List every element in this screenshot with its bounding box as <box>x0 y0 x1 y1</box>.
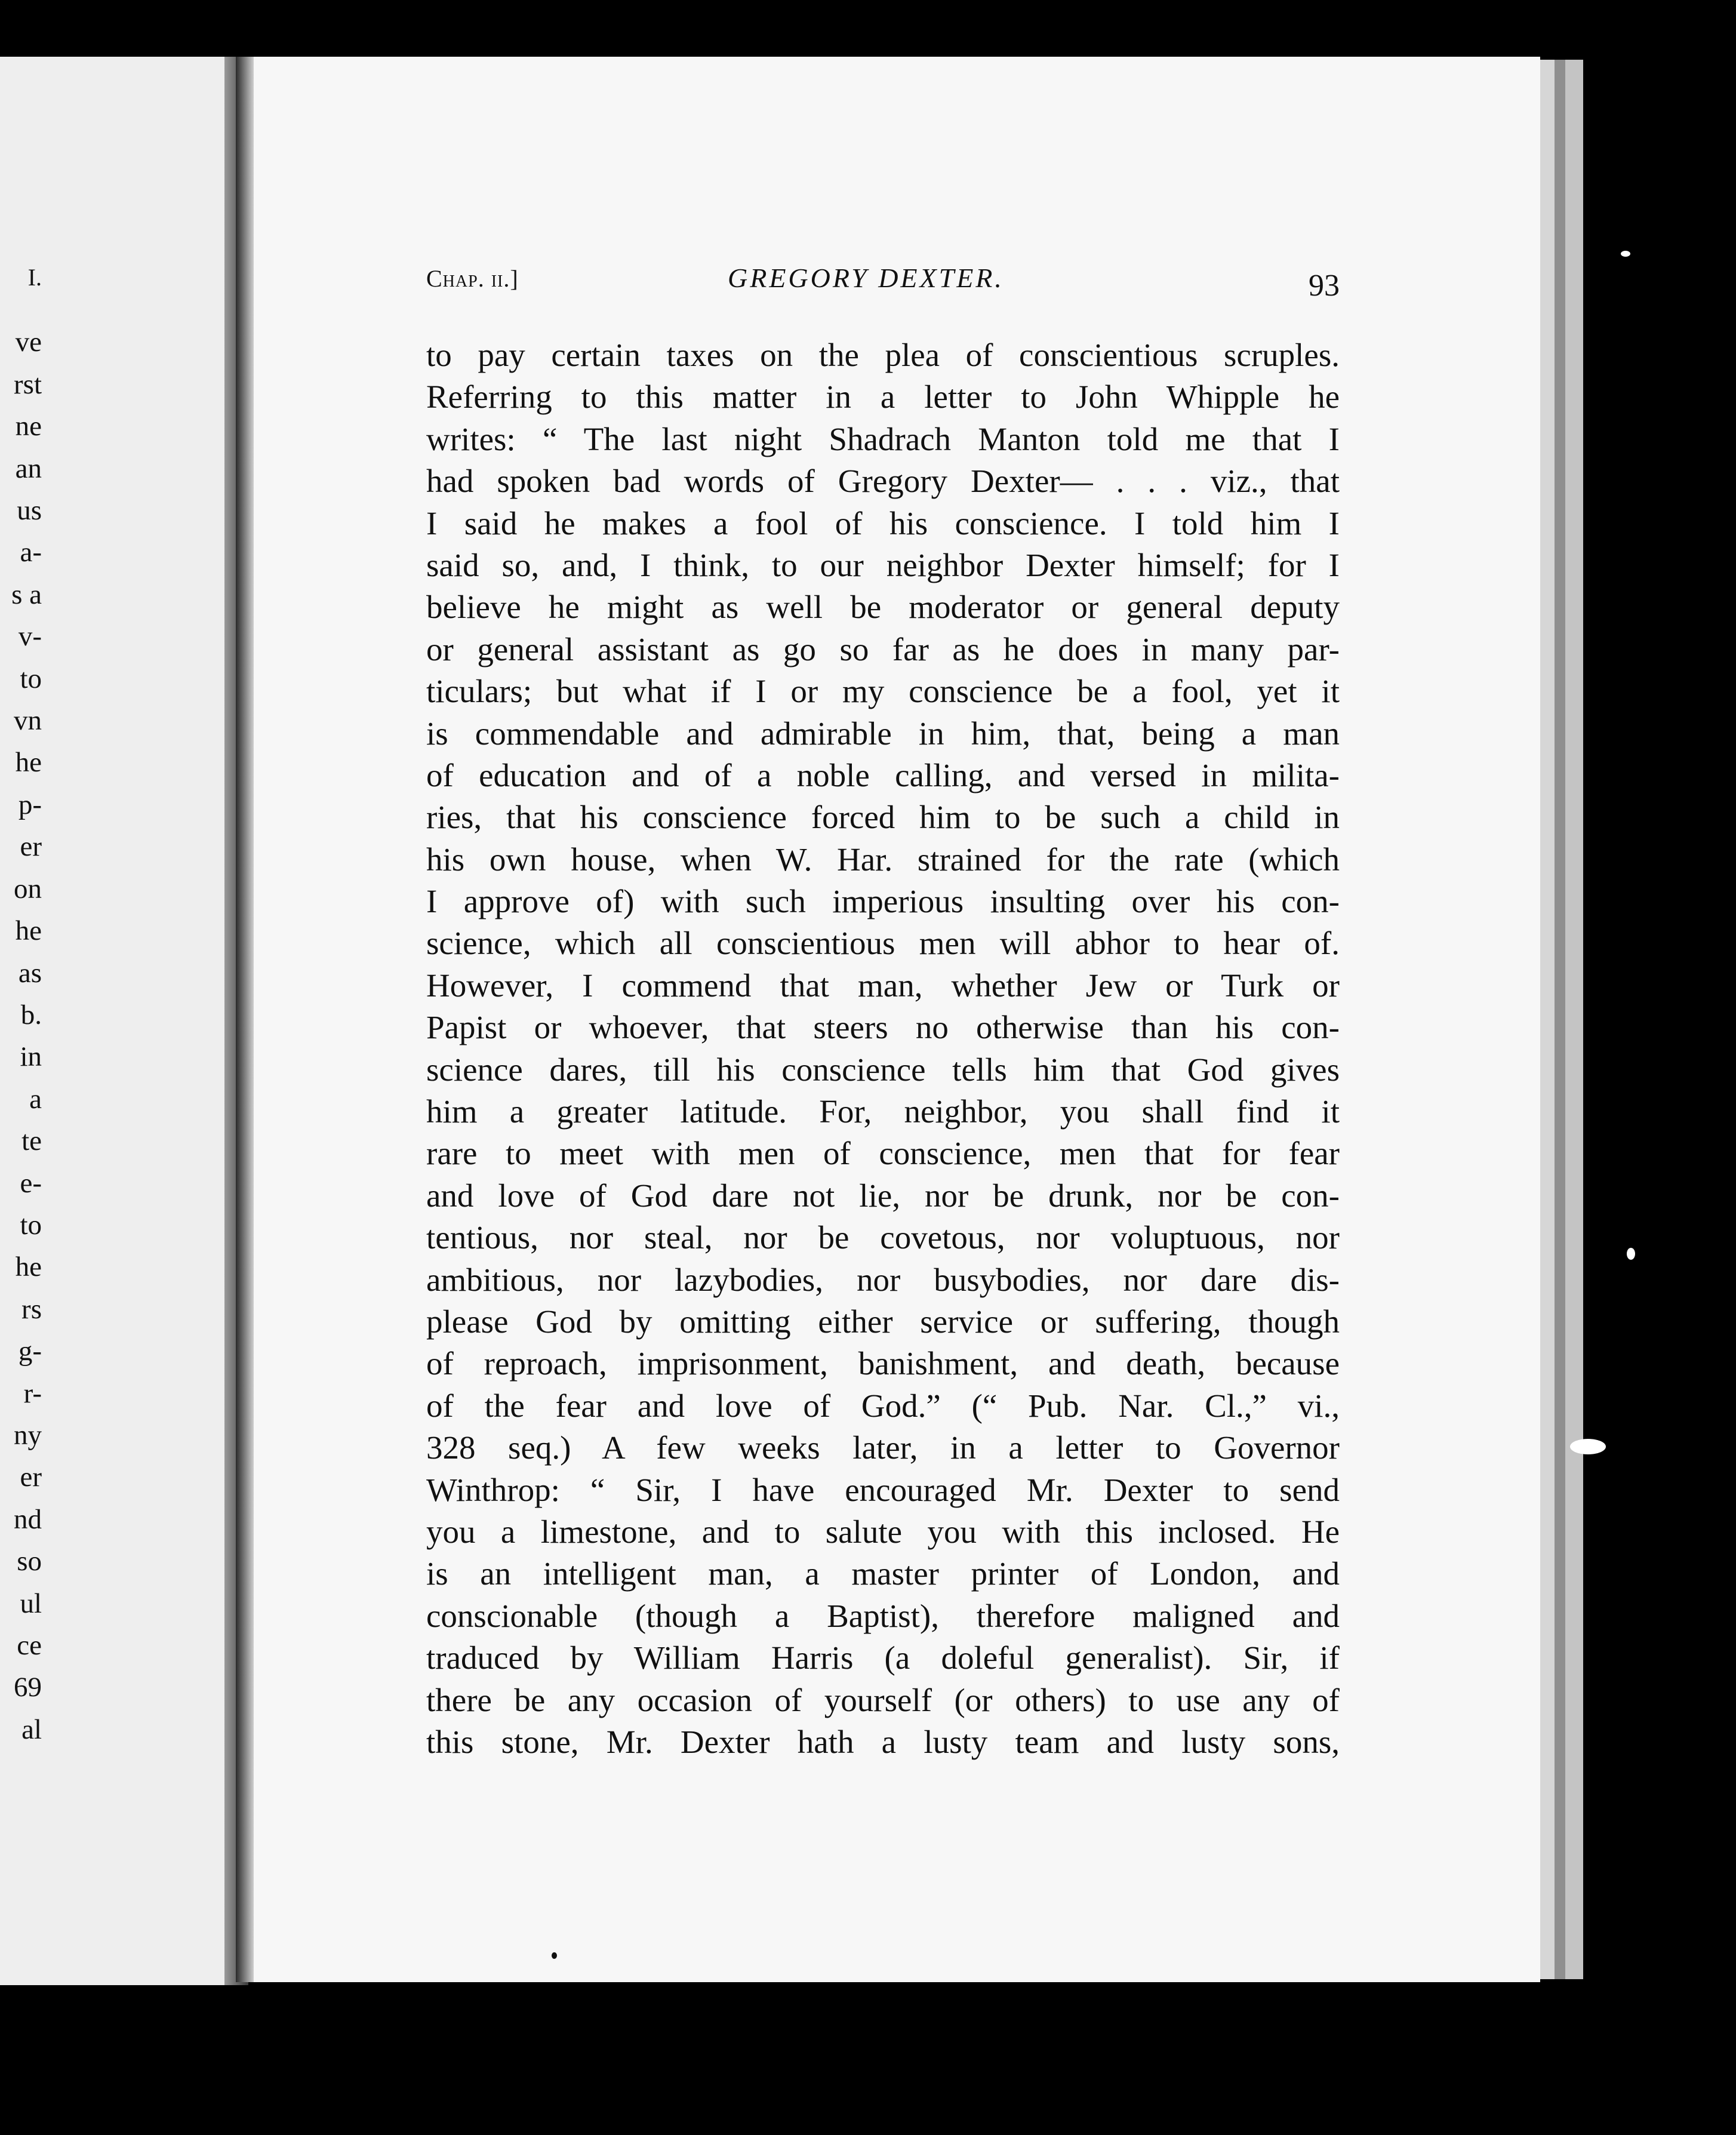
text-line: this stone, Mr. Dexter hath a lusty team and lusty sons, <box>426 1723 1340 1760</box>
left-page-line: nd <box>14 1503 42 1535</box>
left-page-line: ne <box>15 411 42 442</box>
left-page-line: us <box>17 495 42 527</box>
page-binding-shadow <box>236 57 254 1982</box>
body-text <box>426 334 1340 1763</box>
left-page-line: g- <box>18 1336 42 1367</box>
text-line: I said he makes a fool of his conscience. I told him I <box>426 504 1340 542</box>
left-page-line: he <box>15 915 42 947</box>
text-line: traduced by William Harris (a doleful generalist). Sir, if <box>426 1639 1340 1676</box>
text-line: you a limestone, and to salute you with this inclosed. He <box>426 1513 1340 1550</box>
text-line: his own house, when W. Har. strained for the rate (which <box>426 841 1340 878</box>
text-line: had spoken bad words of Gregory Dexter— . . . viz., that <box>426 463 1340 500</box>
left-page-text-fragments <box>0 257 42 1751</box>
ink-dot <box>552 1952 557 1959</box>
text-line: Referring to this matter in a letter to John Whipple he <box>426 379 1340 416</box>
text-line: Winthrop: “ Sir, I have encouraged Mr. Dexter to send <box>426 1471 1340 1508</box>
left-page-line: on <box>14 873 42 905</box>
left-page-line: 69 <box>14 1672 42 1703</box>
left-page-line: al <box>21 1713 42 1745</box>
text-line: ambitious, nor lazybodies, nor busybodies, nor dare dis- <box>426 1261 1340 1298</box>
text-line: conscionable (though a Baptist), therefore maligned and <box>426 1597 1340 1634</box>
left-page-line: a <box>29 1083 42 1115</box>
text-line: I approve of) with such imperious insulting over his con- <box>426 883 1340 920</box>
text-line: ries, that his conscience forced him to be such a child in <box>426 799 1340 836</box>
chapter-label: Chap. ii.] <box>426 265 519 292</box>
text-line: said so, and, I think, to our neighbor Dexter himself; for I <box>426 546 1340 583</box>
text-line: of the fear and love of God.” (“ Pub. Nar. Cl.,” vi., <box>426 1387 1340 1424</box>
scan-speck <box>1627 1248 1635 1260</box>
text-line: of education and of a noble calling, and versed in milita- <box>426 756 1340 793</box>
left-page-line: in <box>20 1041 42 1073</box>
left-page-line: p- <box>18 789 42 820</box>
left-page-line: he <box>15 1251 42 1283</box>
text-line: to pay certain taxes on the plea of conscientious scruples. <box>426 337 1340 373</box>
left-page-line: er <box>20 1462 42 1493</box>
left-page-line: ny <box>14 1419 42 1451</box>
running-title: GREGORY DEXTER. <box>728 263 1004 293</box>
text-line: tentious, nor steal, nor be covetous, nor voluptuous, nor <box>426 1219 1340 1256</box>
text-line: is an intelligent man, a master printer of London, and <box>426 1555 1340 1592</box>
page-number: 93 <box>1309 269 1340 303</box>
left-page-line: I. <box>27 264 42 291</box>
text-line: is commendable and admirable in him, that, being a man <box>426 715 1340 752</box>
text-line: science, which all conscientious men will abhor to hear of. <box>426 925 1340 962</box>
left-page-line: so <box>17 1546 42 1577</box>
text-line: writes: “ The last night Shadrach Manton told me that I <box>426 420 1340 457</box>
left-page-line: e- <box>20 1167 42 1199</box>
text-line: or general assistant as go so far as he does in many par- <box>426 630 1340 667</box>
left-page-line: ve <box>15 327 42 358</box>
scan-speck <box>1570 1439 1606 1454</box>
left-page-line: an <box>15 453 42 484</box>
text-line: of reproach, imprisonment, banishment, and death, because <box>426 1345 1340 1382</box>
left-page-line: vn <box>14 705 42 737</box>
left-page-line: ul <box>20 1588 42 1619</box>
scan-speck <box>1621 251 1630 257</box>
left-page-line: te <box>21 1125 42 1157</box>
text-line: please God by omitting either service or suffering, though <box>426 1303 1340 1340</box>
left-page-line: as <box>18 957 42 989</box>
text-line: ticulars; but what if I or my conscience be a fool, yet it <box>426 673 1340 710</box>
left-page-line: s a <box>11 579 42 610</box>
page-edge <box>1555 60 1565 1979</box>
text-line: science dares, till his conscience tells him that God gives <box>426 1051 1340 1088</box>
text-line: Papist or whoever, that steers no otherwise than his con- <box>426 1009 1340 1046</box>
running-header <box>426 260 1340 302</box>
left-page-line: b. <box>20 999 42 1030</box>
text-line: However, I commend that man, whether Jew or Turk or <box>426 967 1340 1004</box>
text-line: 328 seq.) A few weeks later, in a letter to Governor <box>426 1429 1340 1466</box>
left-page-line: ce <box>17 1630 42 1661</box>
text-line: believe he might as well be moderator or general deputy <box>426 589 1340 626</box>
left-page-line: to <box>20 663 42 694</box>
left-page-line: he <box>15 747 42 779</box>
text-line: rare to meet with men of conscience, men that for fear <box>426 1135 1340 1172</box>
page-edge <box>1565 60 1583 1979</box>
left-page-line: r- <box>23 1377 42 1409</box>
text-line: him a greater latitude. For, neighbor, you shall find it <box>426 1093 1340 1130</box>
left-page-line: v- <box>18 621 42 653</box>
left-page-line: a- <box>20 537 42 568</box>
left-page-line: rs <box>21 1293 42 1325</box>
page-edge <box>1540 60 1555 1979</box>
left-page-line: rst <box>14 368 42 400</box>
left-page-line: to <box>20 1209 42 1241</box>
text-line: there be any occasion of yourself (or others) to use any of <box>426 1681 1340 1718</box>
text-line: and love of God dare not lie, nor be drunk, nor be con- <box>426 1177 1340 1214</box>
left-page-line: er <box>20 831 42 863</box>
